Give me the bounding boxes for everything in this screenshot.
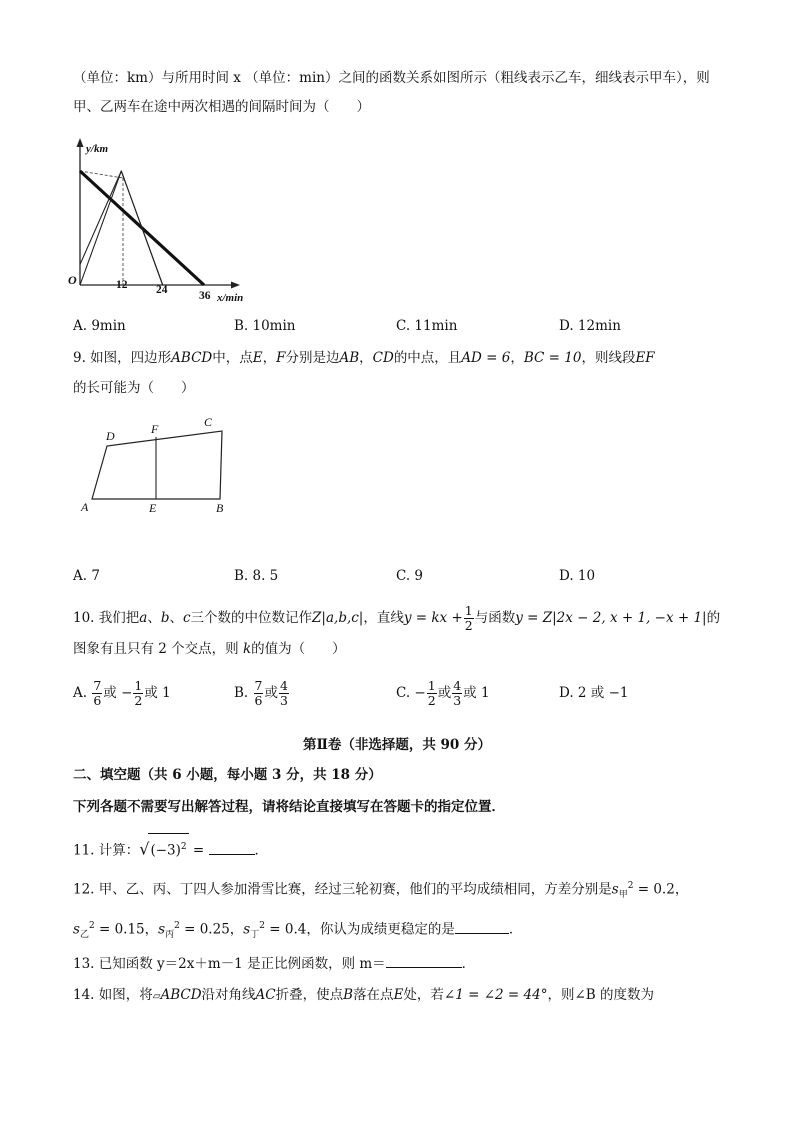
- q10-option-b[interactable]: B. $\frac{7}{6}$ 或 $\frac{4}{3}$: [234, 678, 288, 708]
- q8-tick-24: 24: [156, 284, 168, 296]
- q8-stem-line1: （单位：km）与所用时间 x （单位：min）之间的函数关系如图所示（粗线表示乙车，细线表示甲车），则: [73, 70, 710, 86]
- section-title: 第Ⅱ卷（非选择题，共 90 分）: [302, 737, 492, 753]
- q9-figure: [76, 410, 236, 520]
- q12-line2: $s_乙^2 = 0.15$，$s_丙^2 = 0.25$，$s_丁^2 = 0.4$，你认为成绩更稳定的是 ．: [73, 921, 523, 941]
- q12-answer-blank[interactable]: [455, 933, 509, 934]
- q9-label-f: F: [151, 422, 159, 436]
- q9-label-b: B: [216, 501, 224, 515]
- q11-line: 11. 计算：$√(-3)^2$ = ．: [73, 833, 268, 864]
- q9-option-d[interactable]: D. 10: [559, 568, 596, 584]
- q9-option-b[interactable]: B. 8. 5: [234, 568, 279, 584]
- q9-label-e: E: [149, 501, 157, 515]
- q8-series-jia-thin-2: [80, 171, 163, 285]
- section-part-heading: 二、填空题（共 6 小题，每小题 3 分，共 18 分）: [73, 767, 382, 783]
- q9-stem-line1: 9. 如图，四边形ABCD中，点E，F分别是边AB，CD的中点，且AD = 6，BC = 10，则线段EF: [73, 350, 655, 366]
- q8-tick-36: 36: [199, 290, 211, 302]
- q8-option-a[interactable]: A. 9min: [73, 318, 126, 334]
- q10-stem-line1: 10. 我们把a、b、c三个数的中位数记作Z|a,b,c|，直线y = kx + $\frac{1}{2}$ 与函数y = Z|2x − 2, x + 1, −x + 1|的: [73, 603, 721, 633]
- q10-option-c[interactable]: C. − $\frac{1}{2}$ 或 $\frac{4}{3}$ 或 1: [396, 678, 490, 708]
- q8-stem-line2: 甲、乙两车在途中两次相遇的间隔时间为（ ）: [73, 99, 370, 115]
- q8-series-jia-thin-1: [80, 171, 163, 285]
- section-instruction: 下列各题不需要写出解答过程，请将结论直接填写在答题卡的指定位置．: [73, 799, 505, 815]
- q9-label-c: C: [204, 415, 213, 429]
- q8-option-c[interactable]: C. 11min: [396, 318, 458, 334]
- q8-option-d[interactable]: D. 12min: [559, 318, 621, 334]
- q13-answer-blank[interactable]: [386, 967, 462, 968]
- q11-answer-blank[interactable]: [209, 854, 255, 855]
- q9-label-a: A: [81, 500, 89, 514]
- q9-stem-line2: 的长可能为（ ）: [73, 380, 195, 396]
- q9-option-c[interactable]: C. 9: [396, 568, 424, 584]
- q9-option-a[interactable]: A. 7: [73, 568, 100, 584]
- q8-option-b[interactable]: B. 10min: [234, 318, 296, 334]
- q13-line: 13. 已知函数 y＝2x＋m－1 是正比例函数，则 m＝ ．: [73, 956, 476, 972]
- q8-y-label: y/km: [86, 143, 108, 155]
- q10-stem-line2: 图象有且只有 2 个交点，则 k的值为（ ）: [73, 641, 346, 657]
- q10-option-a[interactable]: A. $\frac{7}{6}$ 或 − $\frac{1}{2}$ 或 1: [73, 678, 171, 708]
- q8-y-arrow: [77, 138, 84, 147]
- q9-label-d: D: [106, 429, 115, 443]
- q8-tick-12: 12: [116, 279, 128, 291]
- q8-chart: [62, 135, 262, 310]
- q8-x-arrow: [231, 282, 240, 289]
- q14-line: 14. 如图，将▱ABCD沿对角线AC折叠，使点B落在点E处，若∠1 = ∠2 = 44°，则∠B 的度数为: [73, 987, 654, 1003]
- q10-option-d[interactable]: D. 2 或 −1: [559, 685, 629, 701]
- q8-origin: O: [68, 273, 77, 287]
- q8-x-label: x/min: [217, 292, 244, 304]
- q12-line1: 12. 甲、乙、丙、丁四人参加滑雪比赛，经过三轮初赛，他们的平均成绩相同，方差分别是$s_甲^2 = 0.2$，: [73, 881, 689, 901]
